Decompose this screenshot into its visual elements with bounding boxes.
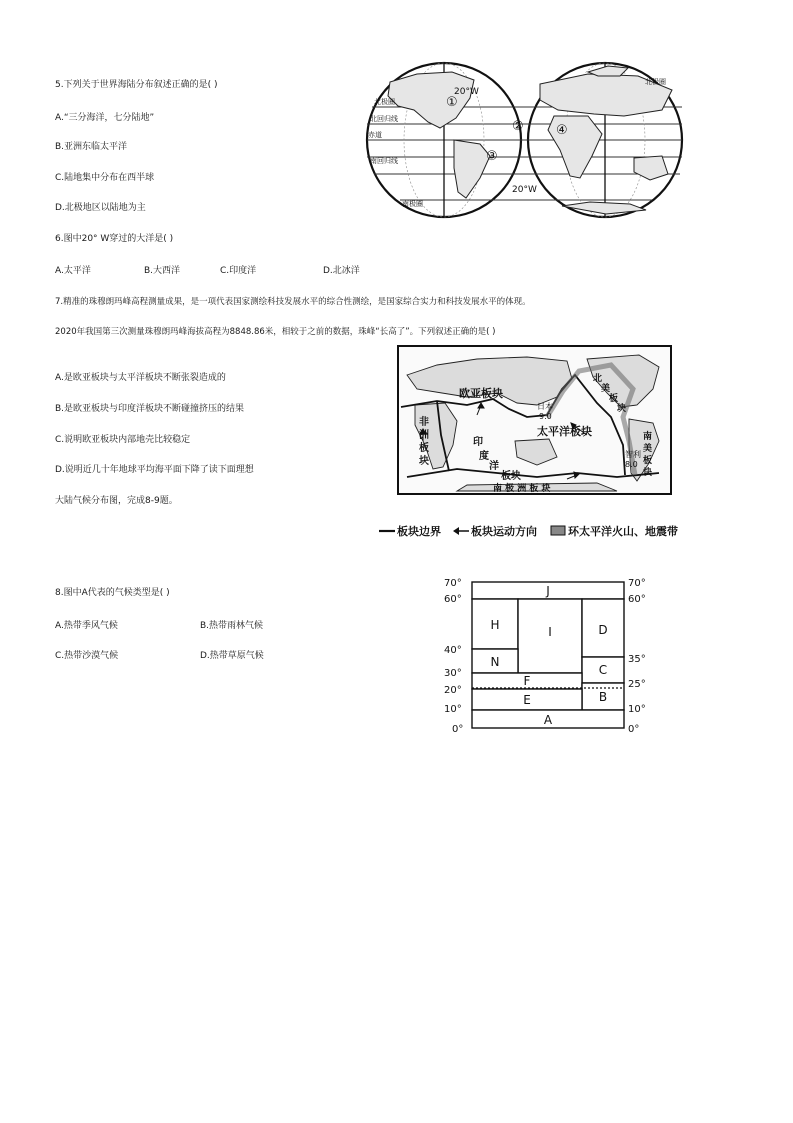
legend-belt-symbol bbox=[551, 526, 565, 535]
label-20w-bottom: 20°W bbox=[512, 185, 537, 195]
label-20w-top: 20°W bbox=[454, 87, 479, 97]
marker-1: ① bbox=[446, 95, 458, 110]
label-indian-1: 印 bbox=[473, 437, 483, 448]
q8-stem: 8.图中A代表的气候类型是( ) bbox=[55, 588, 170, 598]
label-north-american-4: 块 bbox=[617, 404, 627, 414]
q7-option-a: A.是欧亚板块与太平洋板块不断张裂造成的 bbox=[55, 373, 226, 383]
hemispheres-map bbox=[362, 60, 690, 220]
q6-option-d: D.北冰洋 bbox=[323, 266, 360, 276]
q7-stem-line1: 7.精准的珠穆朗玛峰高程测量成果，是一项代表国家测绘科技发展水平的综合性测绘，是国家综合实力和科技发展水平的体现。 bbox=[55, 297, 531, 307]
q7-option-b: B.是欧亚板块与印度洋板块不断碰撞挤压的结果 bbox=[55, 404, 245, 414]
q5-option-b: B.亚洲东临太平洋 bbox=[55, 142, 128, 152]
q5-option-a: A.“三分海洋，七分陆地” bbox=[55, 113, 155, 123]
region-i-label: I bbox=[548, 625, 552, 639]
right-tick-60: 60° bbox=[628, 594, 646, 605]
left-tick-60: 60° bbox=[444, 594, 462, 605]
label-japan-magnitude: 9.0 bbox=[539, 412, 552, 421]
label-south-american-4: 块 bbox=[643, 468, 653, 478]
label-north-american-1: 北 bbox=[593, 374, 603, 384]
q7-trailing-text: 大陆气候分布图，完成8-9题。 bbox=[55, 496, 178, 506]
right-tick-35: 35° bbox=[628, 654, 646, 665]
label-arctic-circle-right: 北极圈 bbox=[645, 78, 666, 86]
q6-option-a: A.太平洋 bbox=[55, 266, 91, 276]
left-tick-20: 20° bbox=[444, 685, 462, 696]
label-arctic-circle-left: 北极圈 bbox=[374, 98, 395, 106]
legend-boundary-label: 板块边界 bbox=[397, 525, 441, 538]
plate-map bbox=[397, 345, 672, 495]
marker-4: ④ bbox=[556, 123, 568, 138]
q5-option-d: D.北极地区以陆地为主 bbox=[55, 203, 146, 213]
label-antarctic-circle: 南极圈 bbox=[402, 200, 423, 208]
right-tick-70: 70° bbox=[628, 578, 646, 589]
q7-option-d: D.说明近几十年地球平均海平面下降了读下面理想 bbox=[55, 465, 254, 475]
q7-stem-line2: 2020年我国第三次测量珠穆朗玛峰海拔高程为8848.86米，相较于之前的数据，珠峰“长高了”。下列叙述正确的是( ) bbox=[55, 327, 496, 337]
q6-stem: 6.图中20° W穿过的大洋是( ) bbox=[55, 234, 174, 244]
region-a-label: A bbox=[543, 713, 553, 727]
label-african-1: 非 bbox=[419, 417, 429, 428]
label-indian-3: 洋 bbox=[489, 461, 499, 472]
legend-belt-label: 环太平洋火山、地震带 bbox=[568, 525, 678, 538]
label-equator: 赤道 bbox=[368, 131, 382, 139]
plate-map-legend bbox=[375, 522, 695, 540]
label-south-american-3: 板 bbox=[643, 456, 653, 466]
region-n-label: N bbox=[490, 655, 500, 669]
region-f-label: F bbox=[523, 674, 531, 688]
left-tick-40: 40° bbox=[444, 645, 462, 656]
label-japan: 日本 bbox=[537, 402, 553, 411]
label-pacific-plate: 太平洋板块 bbox=[537, 425, 592, 438]
label-tropic-capricorn: 南回归线 bbox=[370, 157, 398, 165]
label-south-american-1: 南 bbox=[643, 432, 653, 442]
left-tick-70: 70° bbox=[444, 578, 462, 589]
region-c-label: C bbox=[598, 663, 608, 677]
region-d-label: D bbox=[598, 623, 608, 637]
label-african-3: 板 bbox=[419, 443, 429, 454]
label-tropic-cancer: 北回归线 bbox=[370, 115, 398, 123]
label-indian-4: 板 bbox=[501, 471, 511, 482]
q8-option-b: B.热带雨林气候 bbox=[200, 621, 264, 631]
label-chile-magnitude: 8.0 bbox=[625, 460, 638, 469]
label-south-american-2: 美 bbox=[643, 444, 653, 454]
left-tick-10: 10° bbox=[444, 704, 462, 715]
label-indian-5: 块 bbox=[511, 471, 521, 482]
label-antarctic-plate: 南 极 洲 板 块 bbox=[493, 484, 551, 494]
right-tick-0: 0° bbox=[628, 724, 640, 735]
q5-stem: 5.下列关于世界海陆分布叙述正确的是( ) bbox=[55, 80, 218, 90]
label-north-american-3: 板 bbox=[609, 394, 619, 404]
right-tick-25: 25° bbox=[628, 679, 646, 690]
q8-option-a: A.热带季风气候 bbox=[55, 621, 118, 631]
region-e-label: E bbox=[523, 693, 531, 707]
q5-option-c: C.陆地集中分布在西半球 bbox=[55, 173, 155, 183]
label-african-2: 洲 bbox=[419, 430, 429, 441]
legend-motion-label: 板块运动方向 bbox=[471, 525, 537, 538]
left-tick-30: 30° bbox=[444, 668, 462, 679]
label-north-american-2: 美 bbox=[601, 384, 611, 394]
right-tick-10: 10° bbox=[628, 704, 646, 715]
marker-3: ③ bbox=[486, 149, 498, 164]
region-j-label: J bbox=[546, 584, 550, 598]
q8-option-c: C.热带沙漠气候 bbox=[55, 651, 119, 661]
label-indian-2: 度 bbox=[479, 451, 489, 462]
left-tick-0: 0° bbox=[452, 724, 464, 735]
climate-distribution-chart bbox=[442, 572, 660, 736]
q6-option-c: C.印度洋 bbox=[220, 266, 257, 276]
q8-option-d: D.热带草原气候 bbox=[200, 651, 264, 661]
region-b-label: B bbox=[598, 690, 608, 704]
marker-2: ② bbox=[512, 119, 524, 134]
label-eurasian-plate: 欧亚板块 bbox=[459, 387, 503, 400]
label-african-4: 块 bbox=[419, 456, 429, 467]
label-chile: 智利 bbox=[625, 450, 641, 459]
q7-option-c: C.说明欧亚板块内部地壳比较稳定 bbox=[55, 435, 191, 445]
q6-option-b: B.大西洋 bbox=[144, 266, 181, 276]
region-h-label: H bbox=[490, 618, 500, 632]
